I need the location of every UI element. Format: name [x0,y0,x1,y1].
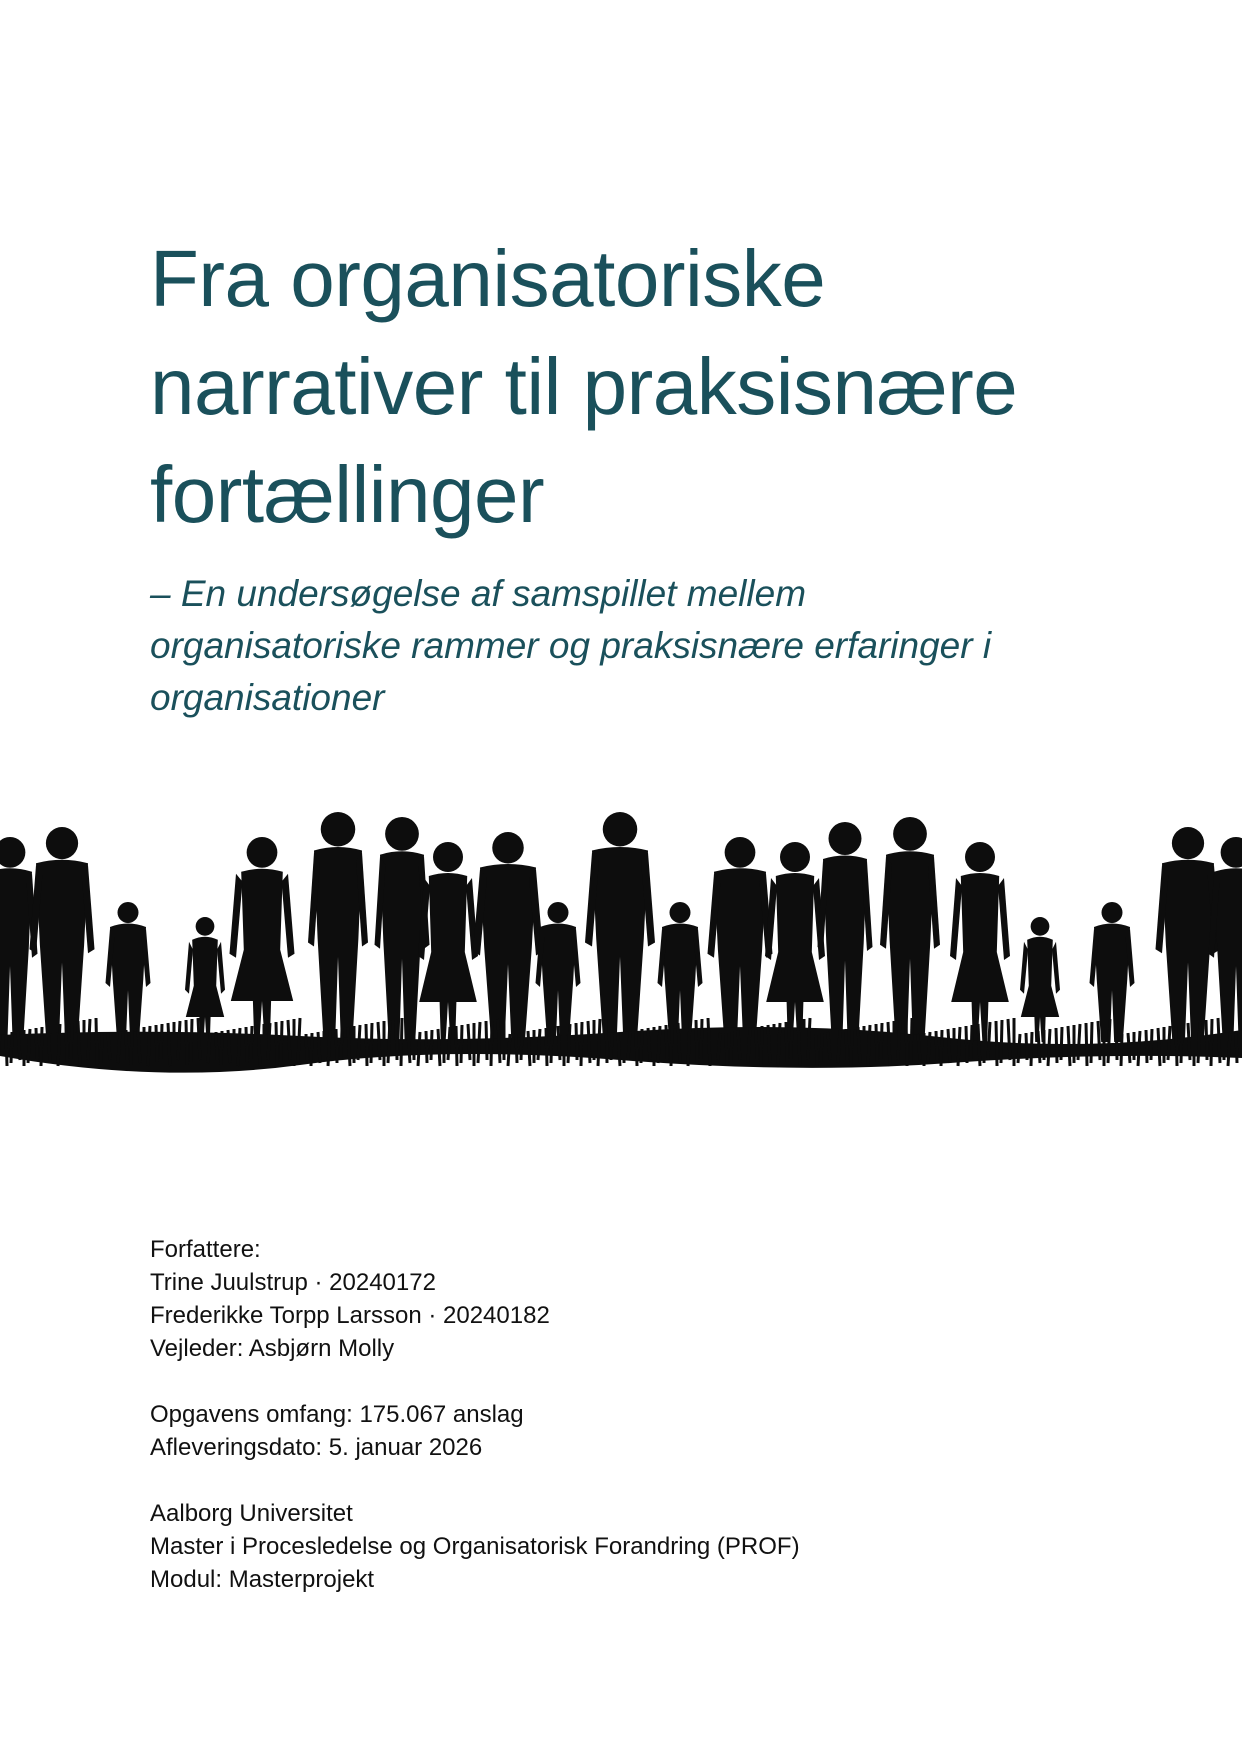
grass-blade [118,1031,120,1063]
grass-blade [306,1034,307,1060]
grass-blade [851,1028,852,1066]
grass-blade [456,1026,457,1066]
grass-blade [641,1029,642,1063]
person-silhouette [106,902,151,1042]
grass-blade [816,1034,817,1066]
grass-blade [58,1024,60,1066]
grass-blade [688,1021,690,1066]
grass-blade [791,1021,792,1060]
person-silhouette [1090,902,1135,1042]
grass-blade [281,1021,282,1063]
grass-blade [678,1023,680,1063]
grass-blade [1121,1034,1122,1066]
people-silhouette-icon [0,780,1242,1100]
grass-blade [36,1028,37,1060]
person-silhouette [473,832,543,1042]
grass-blade [798,1020,800,1066]
grass-blade [1138,1031,1140,1066]
grass-blade [246,1027,247,1063]
grass-blade [636,1030,637,1066]
grass-blade [821,1033,822,1063]
spacer [150,1464,1150,1497]
grass-blade [738,1030,740,1060]
grass-blade [508,1034,510,1066]
grass-blade [1158,1028,1160,1066]
grass-blade [186,1020,187,1066]
person-silhouette [308,812,368,1042]
grass-blade [276,1022,277,1066]
grass-blade [876,1024,877,1063]
grass-blade [11,1032,12,1063]
grass-blade [238,1028,240,1066]
grass-blade [551,1027,552,1063]
grass-blade [366,1024,367,1066]
person-silhouette [950,842,1010,1042]
grass-blade [71,1022,72,1060]
grass-blade [358,1025,360,1060]
grass-blade [1061,1027,1062,1060]
grass-blade [178,1021,180,1060]
cover-info [150,1233,1150,1596]
grass-blade [448,1027,450,1060]
grass-blade [726,1032,727,1066]
grass-blade [328,1030,330,1066]
programme-name: Master i Procesledelse og Organisatorisk Forandring (PROF) [150,1533,800,1560]
grass-blade [208,1033,210,1063]
grass-blade [756,1027,757,1060]
grass-blade [808,1018,810,1060]
subtitle-line-1: – En undersøgelse af samspillet mellem [150,573,807,614]
grass-blade [311,1033,312,1066]
grass-blade [28,1029,30,1063]
grass-blade [996,1021,997,1066]
grass-blade [468,1024,470,1060]
grass-blade [66,1023,67,1063]
grass-blade [918,1034,920,1060]
grass-blade [138,1028,140,1063]
grass-blade [1038,1031,1040,1063]
grass-blade [161,1024,162,1060]
grass-blade [576,1023,577,1060]
assignment-scope: Opgavens omfang: 175.067 anslag [150,1401,524,1428]
grass-blade [1176,1025,1177,1066]
grass-blade [558,1026,560,1060]
person-silhouette [536,902,581,1042]
grass-blade [108,1033,110,1060]
grass-blade [898,1020,900,1060]
grass-blade [666,1025,667,1060]
grass-blade [336,1029,337,1063]
grass-blade [546,1028,547,1066]
grass-blade [1091,1022,1092,1063]
grass-blade [978,1024,980,1066]
grass-blade [288,1020,290,1060]
grass-blade [298,1018,300,1063]
grass-blade [1056,1028,1057,1063]
grass-blade [971,1025,972,1060]
grass-blade [731,1031,732,1063]
grass-blade [606,1018,607,1063]
grass-blade [348,1027,350,1066]
grass-blade [778,1023,780,1066]
grass-blade [1098,1021,1100,1060]
grass-blade [958,1027,960,1066]
page-title [150,225,1190,549]
grass-blade [6,1033,7,1066]
person-silhouette [585,812,655,1042]
grass-blade [1188,1023,1190,1060]
subtitle [150,568,1190,724]
grass-blade [598,1019,600,1066]
person-silhouette [1020,917,1060,1042]
author-1: Trine Juulstrup · 20240172 [150,1269,436,1296]
grass-blade [988,1022,990,1060]
grass-blade [18,1031,20,1060]
grass-blade [388,1020,390,1063]
grass-blade [78,1021,80,1066]
author-2: Frederikke Torpp Larsson · 20240182 [150,1302,550,1329]
grass-blade [401,1018,402,1066]
grass-blade [258,1025,260,1066]
grass-blade [1206,1020,1207,1060]
grass-blade [126,1030,127,1060]
grass-blade [906,1019,907,1066]
grass-blade [701,1019,702,1060]
grass-blade [48,1026,50,1063]
grass-blade [966,1026,967,1063]
grass-blade [461,1025,462,1063]
submission-date: Afleveringsdato: 5. januar 2026 [150,1434,483,1461]
grass-blade [828,1032,830,1060]
grass-blade [516,1033,517,1063]
grass-blade [41,1027,42,1066]
supervisor: Vejleder: Asbjørn Molly [150,1335,395,1362]
grass-blade [528,1031,530,1066]
grass-blade [588,1021,590,1063]
grass-blade [1026,1033,1027,1060]
person-silhouette [708,837,773,1042]
grass-blade [88,1019,90,1060]
grass-blade [491,1020,492,1066]
grass-blade [1128,1033,1130,1063]
title-line-3: fortællinger [150,450,545,539]
grass-blade [251,1026,252,1060]
grass-blade [881,1023,882,1060]
grass-blade [1146,1030,1147,1063]
grass-blade [1198,1021,1200,1063]
grass-blade [618,1033,620,1066]
grass-blade [628,1031,630,1060]
title-line-2: narrativer til praksisnære [150,342,1018,431]
grass-blade [228,1030,230,1063]
grass-blade [418,1032,420,1066]
grass-blade [911,1018,912,1063]
spacer [150,1365,1150,1398]
grass-blade [431,1030,432,1060]
grass-blade [168,1023,170,1066]
grass-blade [1048,1029,1050,1066]
grass-blade [408,1034,410,1063]
grass-blade [486,1021,487,1060]
grass-blade [221,1031,222,1066]
grass-blade [708,1018,710,1066]
grass-blade [216,1032,217,1060]
grass-blade [1218,1018,1220,1063]
grass-blade [858,1027,860,1063]
grass-blade [581,1022,582,1066]
person-silhouette [230,837,295,1042]
grass-blade [948,1029,950,1063]
grass-blade [131,1029,132,1066]
grass-blade [426,1031,427,1063]
grass-blade [198,1018,200,1060]
grass-blade [868,1025,870,1066]
grass-blade [1001,1020,1002,1063]
grass-blade [658,1026,660,1063]
grass-blade [846,1029,847,1060]
grass-blade [1018,1034,1020,1063]
grass-blade [838,1030,840,1063]
grass-blade [1236,1032,1237,1063]
person-silhouette [880,817,940,1042]
grass-blade [1031,1032,1032,1066]
grass-blade [101,1034,102,1063]
grass-blade [936,1031,937,1060]
grass-blade [148,1026,150,1066]
grass-blade [1211,1019,1212,1066]
person-silhouette [30,827,95,1042]
grass-blade [1151,1029,1152,1060]
grass-blade [611,1034,612,1060]
grass-blade [156,1025,157,1063]
grass-blade [538,1029,540,1060]
grass-blade [718,1033,720,1060]
subtitle-line-2: organisatoriske rammer og praksisnære erfaringer i [150,625,992,666]
grass-blade [786,1022,787,1063]
grass-blade [318,1032,320,1063]
grass-blade [928,1032,930,1063]
grass-blade [748,1028,750,1063]
grass-blade [96,1018,97,1066]
person-silhouette [818,822,873,1042]
subtitle-line-3: organisationer [150,677,385,718]
grass-blade [1116,1018,1117,1060]
grass-blade [478,1022,480,1063]
grass-blade [1008,1019,1010,1060]
grass-blade [371,1023,372,1063]
grass-blade [941,1030,942,1066]
grass-blade [696,1020,697,1063]
grass-blade [1228,1033,1230,1066]
grass-blade [761,1026,762,1066]
people-silhouette-illustration [0,780,1242,1100]
grass-blade [648,1028,650,1060]
grass-blade [341,1028,342,1060]
grass-blade [1086,1023,1087,1066]
grass-blade [1181,1024,1182,1063]
module-name: Modul: Masterprojekt [150,1566,375,1593]
grass-blade [378,1022,380,1060]
grass-blade [268,1023,270,1060]
grass-blade [671,1024,672,1066]
grass-blade [568,1024,570,1063]
grass-blade [521,1032,522,1060]
authors-heading: Forfattere: [150,1236,261,1263]
title-line-1: Fra organisatoriske [150,234,826,323]
grass-blade [1168,1026,1170,1060]
grass-blade [1078,1024,1080,1060]
grass-blade [1068,1026,1070,1066]
grass-blade [191,1019,192,1063]
grass-blade [768,1025,770,1063]
grass-blade [438,1029,440,1066]
grass-blade [396,1019,397,1060]
person-silhouette [765,842,825,1042]
university-name: Aalborg Universitet [150,1500,353,1527]
grass-blade [498,1019,500,1063]
grass-blade [1108,1019,1110,1063]
grass-blade [888,1022,890,1066]
